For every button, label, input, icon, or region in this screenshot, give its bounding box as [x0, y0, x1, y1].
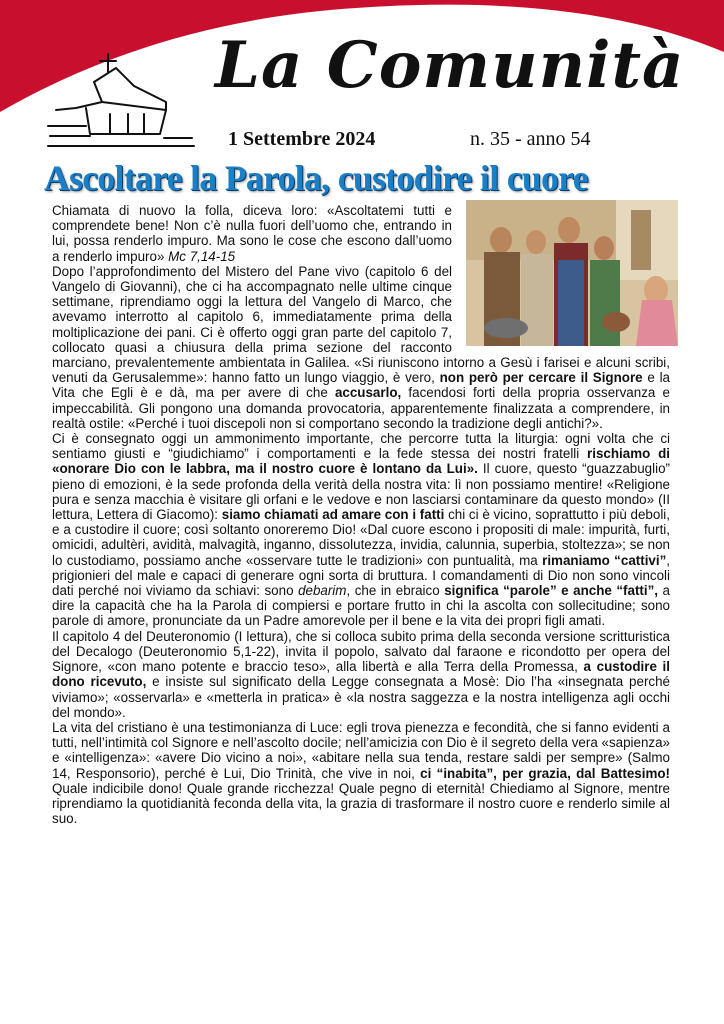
bold-run: non però per cercare il Signore: [439, 370, 643, 386]
text-run: facendosi forti della propria osservanza e impeccabilità. Gli pongono una domanda provocatoria, apparentemente finalizzata a comprendere, in realtà ostile: «Perché i tuoi discepoli non si comportano secondo la tradizione degli antichi?».: [52, 385, 670, 431]
bold-run: rimaniamo “cattivi”: [542, 552, 667, 568]
bold-run: accusarlo,: [334, 385, 402, 401]
church-logo-icon: [46, 52, 196, 154]
issue-number: n. 35 - anno 54: [470, 128, 591, 150]
article-headline: Ascoltare la Parola, custodire il cuore: [44, 158, 588, 198]
text-run: La vita del cristiano è una testimonianza di Luce: egli trova pienezza e fecondità, che si fanno evidenti a tutti, nell’intimità col Signore e nell’ascolto docile; nell’amicizia con Dio è il segreto della vera «sapienza» e «intelligenza»: «avere Dio vicino a noi», «abitare nella sua tenda, restare saldi per sempre» (Salmo 14, Responsorio), perché è Lui, Dio Trinità, che vive in noi,: [52, 719, 670, 781]
issue-date: 1 Settembre 2024: [228, 128, 376, 150]
gospel-reference: Mc 7,14-15: [168, 248, 236, 264]
article-body: [52, 203, 670, 826]
paragraph-heart: [52, 431, 670, 629]
text-run: , che in ebraico: [346, 583, 445, 599]
illustration-spacer: [456, 203, 670, 349]
masthead-title: La Comunità: [215, 28, 685, 103]
bold-run: rischiamo di «onorare Dio con le labbra, ma il nostro cuore è lontano da Lui».: [52, 446, 670, 477]
bold-run: a custodire il dono ricevuto,: [52, 659, 670, 690]
text-run: e la Vita che Egli è e dà, ma per avere di che: [52, 370, 670, 401]
text-run: Il capitolo 4 del Deuteronomio (I lettura), che si colloca subito prima della seconda versione scritturistica del Decalogo (Deuteronomio 5,1-22), invita il popolo, salvato dal faraone e ricondotto per opera del Signore, «con mano potente e braccio teso», alla libertà e alla Terra della Promessa,: [52, 628, 670, 675]
text-run: a dire la capacità che ha la Parola di compiersi e portare frutto in chi la ascolta con sollecitudine; sono parole di amore, pronunciate da un Padre amorevole per il bene e la vita dei propri figli amati.: [52, 583, 671, 629]
paragraph-deuteronomy: [52, 629, 670, 720]
italic-run: debarim: [298, 583, 347, 599]
bold-run: siamo chiamati ad amare con i fatti: [221, 507, 445, 523]
text-run: Dopo l’approfondimento del Mistero del Pane vivo (capitolo 6 del Vangelo di Giovanni), che ci ha accompagnato nelle ultime cinque settimane, riprendiamo oggi la lettura del Vangelo di Marco, che avevamo interrotto al capitolo 6, immediatamente prima della moltiplicazione dei pani. Ci è offerto oggi gran parte del capitolo 7, collocato quasi a chiusura della prima sezione del racconto marciano, prevalentemente ambientata in Galilea. «Si riuniscono intorno a Gesù i farisei e alcuni scribi, venuti da Gerusalemme»: hanno fatto un lungo viaggio, è vero,: [52, 263, 670, 386]
bold-run: significa “parole” e anche “fatti”,: [444, 583, 659, 599]
text-run: , prigionieri del male e capaci di generare ogni sorta di bruttura. I comandamenti di Dio non sono vincoli dati perché noi viviamo da schiavi: sono: [52, 552, 671, 599]
text-run: Quale indicibile dono! Quale grande ricchezza! Quale pegno di eternità! Chiediamo al Signore, mentre riprendiamo la quotidianità feconda della vita, la grazia di trasformare il nostro cuore e renderlo simile al suo.: [52, 780, 670, 827]
text-run: Il cuore, questo “guazzabuglio” pieno di emozioni, è la sede profonda della verità della nostra vita: lì non possiamo mentire! «Religione pura e senza macchia è visitare gli orfani e le vedove e non lasciarsi contaminare da questo mondo» (II lettura, Lettera di Giacomo):: [52, 461, 670, 523]
paragraph-conclusion: [52, 720, 670, 826]
text-run: Chiamata di nuovo la folla, diceva loro: «Ascoltatemi tutti e comprendete bene! Non c’è nulla fuori dell’uomo che, entrando in lui, possa renderlo impuro. Ma sono le cose che escono dall’uomo a renderlo impuro»: [52, 203, 452, 264]
text-run: Ci è consegnato oggi un ammonimento importante, che percorre tutta la liturgia: ogni volta che ci sentiamo giusti e “giudichiamo” i comportamenti e la fede stessa dei nostri fratelli: [52, 431, 670, 462]
text-run: chi ci è vicino, soprattutto i più deboli, e a custodire il cuore; così soltanto onoreremo Dio! «Dal cuore escono i propositi di male: impurità, furti, omicidi, adultèri, avidità, malvagità, inganno, dissolutezza, invidia, calunnia, superbia, stoltezza»; se non lo custodiamo, possiamo anche «osservare tutte le tradizioni» con puntualità, ma: [52, 507, 670, 568]
bold-run: ci “inabita”, per grazia, dal Battesimo!: [420, 765, 670, 781]
text-run: e insiste sul significato della Legge consegnata a Mosè: Dio l’ha «insegnata perché viviamo»; «osservarla» e «metterla in pratica» è «la nostra saggezza e la nostra intelligenza agli occhi del mondo».: [52, 674, 670, 720]
